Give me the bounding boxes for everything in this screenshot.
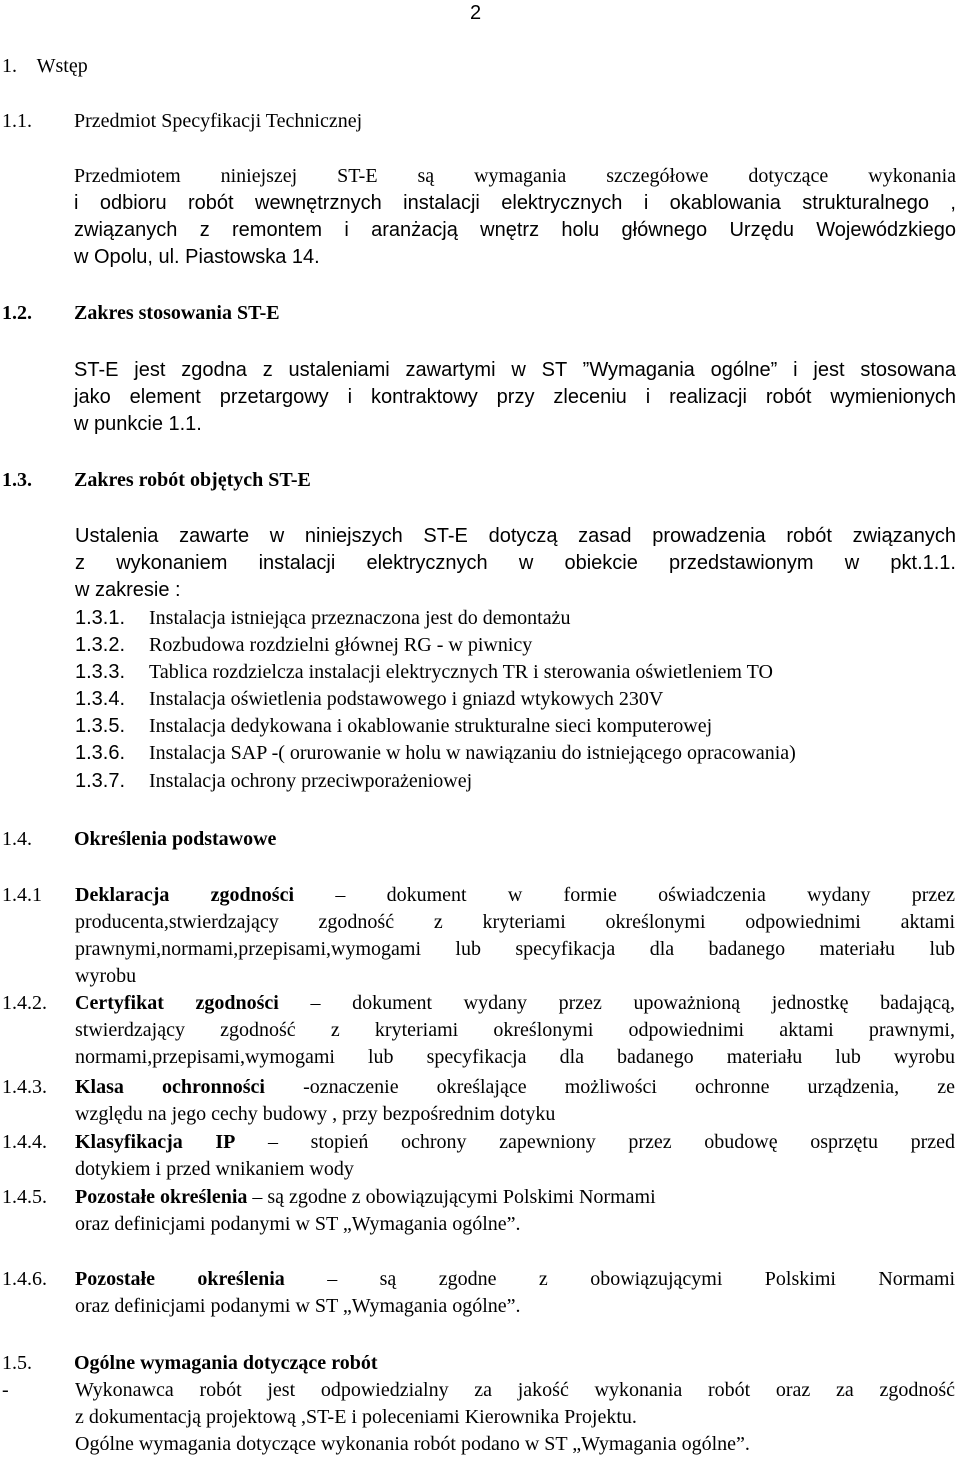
def-5-body (75, 1184, 955, 1238)
section-1-title: Wstęp (36, 55, 88, 77)
def-1-term: Deklaracja zgodności (75, 884, 295, 906)
s1-3-5-text: Instalacja dedykowana i okablowanie strukturalne sieci komputerowej (149, 715, 713, 737)
def-2-line-1: – dokument wydany przez upoważnioną jednostkę badającą, (310, 992, 956, 1014)
def-2-line-2: stwierdzający zgodność z kryteriami określonymi odpowiednimi aktami prawnymi, (75, 1019, 955, 1041)
s1-3-3-text: Tablica rozdzielcza instalacji elektrycznych TR i sterowania oświetleniem TO (149, 661, 773, 683)
def-2-line-3: normami,przepisami,wymogami lub specyfikacja dla badanego materiału lub wyrobu (75, 1046, 955, 1068)
def-3-line-2: względu na jego cechy budowy , przy bezpośrednim dotyku (75, 1103, 556, 1125)
def-3-first-line (75, 1074, 955, 1101)
section-1-number: 1. (2, 55, 17, 77)
page-number: 2 (470, 2, 482, 24)
def-1-body (75, 882, 955, 990)
s1-1-line-2: i odbioru robót wewnętrznych instalacji elektrycznych i okablowania strukturalnego , (74, 192, 956, 214)
s1-3-6-text: Instalacja SAP -( orurowanie w holu w nawiązaniu do istniejącego opracowania) (149, 742, 796, 764)
def-1-line-1: – dokument w formie oświadczenia wydany przez (335, 884, 955, 906)
def-2-term: Certyfikat zgodności (75, 992, 279, 1014)
s1-3-7-text: Instalacja ochrony przeciwporażeniowej (149, 770, 473, 792)
def-4-line-2: dotykiem i przed wnikaniem wody (75, 1158, 354, 1180)
def-6-first-line (75, 1266, 955, 1293)
s1-2-body (74, 357, 956, 438)
s1-2-number: 1.2. (2, 302, 32, 324)
def-3-term: Klasa ochronności (75, 1076, 265, 1098)
s1-3-1-text: Instalacja istniejąca przeznaczona jest do demontażu (149, 607, 571, 629)
def-1-number: 1.4.1 (2, 884, 42, 906)
s1-3-number: 1.3. (2, 469, 32, 491)
def-3-line-1: -oznaczenie określające możliwości ochronne urządzenia, ze (303, 1076, 956, 1098)
s1-1-title: Przedmiot Specyfikacji Technicznej (74, 110, 363, 132)
def-4-first-line (75, 1129, 955, 1156)
def-6-term: Pozostałe określenia (75, 1268, 285, 1290)
def-6-body (75, 1266, 955, 1320)
s1-3-body (75, 523, 956, 604)
s1-3-line-1: Ustalenia zawarte w niniejszych ST-E dotyczą zasad prowadzenia robót związanych (75, 525, 956, 547)
def-2-body (75, 990, 955, 1071)
s1-2-line-3: w punkcie 1.1. (74, 413, 202, 435)
s1-5-dash: - (2, 1379, 9, 1401)
s1-1-number: 1.1. (2, 110, 32, 132)
s1-3-title: Zakres robót objętych ST-E (74, 469, 311, 491)
s1-3-line-2: z wykonaniem instalacji elektrycznych w obiekcie przedstawionym w pkt.1.1. (75, 552, 956, 574)
def-4-number: 1.4.4. (2, 1131, 47, 1153)
def-6-line-1: – są zgodne z obowiązującymi Polskimi Normami (327, 1268, 955, 1290)
s1-2-title: Zakres stosowania ST-E (74, 302, 280, 324)
def-1-line-4: wyrobu (75, 965, 137, 987)
s1-5-line-3: Ogólne wymagania dotyczące wykonania robót podano w ST „Wymagania ogólne”. (75, 1433, 750, 1455)
def-3-number: 1.4.3. (2, 1076, 47, 1098)
s1-3-line-3: w zakresie : (75, 579, 181, 601)
s1-4-number: 1.4. (2, 828, 32, 850)
s1-5-body (75, 1377, 955, 1458)
s1-3-4-number: 1.3.4. (75, 688, 126, 710)
def-1-first-line (75, 882, 955, 909)
s1-3-3-number: 1.3.3. (75, 661, 126, 683)
def-4-body (75, 1129, 955, 1183)
def-5-line-1: – są zgodne z obowiązującymi Polskimi Normami (252, 1186, 656, 1208)
def-4-line-1: – stopień ochrony zapewniony przez obudowę osprzętu przed (268, 1131, 955, 1153)
def-1-line-3: prawnymi,normami,przepisami,wymogami lub specyfikacja dla badanego materiału lub (75, 938, 955, 960)
def-1-line-2: producenta,stwierdzający zgodność z kryteriami określonymi odpowiednimi aktami (75, 911, 955, 933)
s1-1-line-3: związanych z remontem i aranżacją wnętrz holu głównego Urzędu Wojewódzkiego (74, 219, 956, 241)
s1-2-line-1: ST-E jest zgodna z ustaleniami zawartymi w ST ”Wymagania ogólne” i jest stosowana (74, 359, 956, 381)
s1-3-4-text: Instalacja oświetlenia podstawowego i gniazd wtykowych 230V (149, 688, 664, 710)
def-2-first-line (75, 990, 955, 1017)
s1-1-line-4: w Opolu, ul. Piastowska 14. (74, 246, 320, 268)
s1-3-2-number: 1.3.2. (75, 634, 126, 656)
def-5-first-line (75, 1184, 955, 1211)
s1-3-5-number: 1.3.5. (75, 715, 126, 737)
def-5-line-2: oraz definicjami podanymi w ST „Wymagania ogólne”. (75, 1213, 521, 1235)
s1-1-line-1: Przedmiotem niniejszej ST-E są wymagania szczegółowe dotyczące wykonania (74, 165, 956, 187)
def-3-body (75, 1074, 955, 1128)
s1-3-2-text: Rozbudowa rozdzielni głównej RG - w piwnicy (149, 634, 533, 656)
s1-5-title: Ogólne wymagania dotyczące robót (74, 1352, 378, 1374)
s1-3-7-number: 1.3.7. (75, 770, 126, 792)
s1-3-1-number: 1.3.1. (75, 607, 126, 629)
s1-5-line-1: Wykonawca robót jest odpowiedzialny za jakość wykonania robót oraz za zgodność (75, 1379, 955, 1401)
def-5-term: Pozostałe określenia (75, 1186, 248, 1208)
def-6-number: 1.4.6. (2, 1268, 47, 1290)
def-5-number: 1.4.5. (2, 1186, 47, 1208)
section-1-heading (2, 53, 88, 80)
s1-4-title: Określenia podstawowe (74, 828, 277, 850)
s1-3-6-number: 1.3.6. (75, 742, 126, 764)
s1-5-line-2: z dokumentacją projektową ,ST-E i poleceniami Kierownika Projektu. (75, 1406, 637, 1428)
def-4-term: Klasyfikacja IP (75, 1131, 236, 1153)
def-2-number: 1.4.2. (2, 992, 47, 1014)
s1-5-number: 1.5. (2, 1352, 32, 1374)
s1-2-line-2: jako element przetargowy i kontraktowy przy zleceniu i realizacji robót wymienionych (74, 386, 956, 408)
s1-1-body (74, 163, 956, 271)
def-6-line-2: oraz definicjami podanymi w ST „Wymagania ogólne”. (75, 1295, 521, 1317)
